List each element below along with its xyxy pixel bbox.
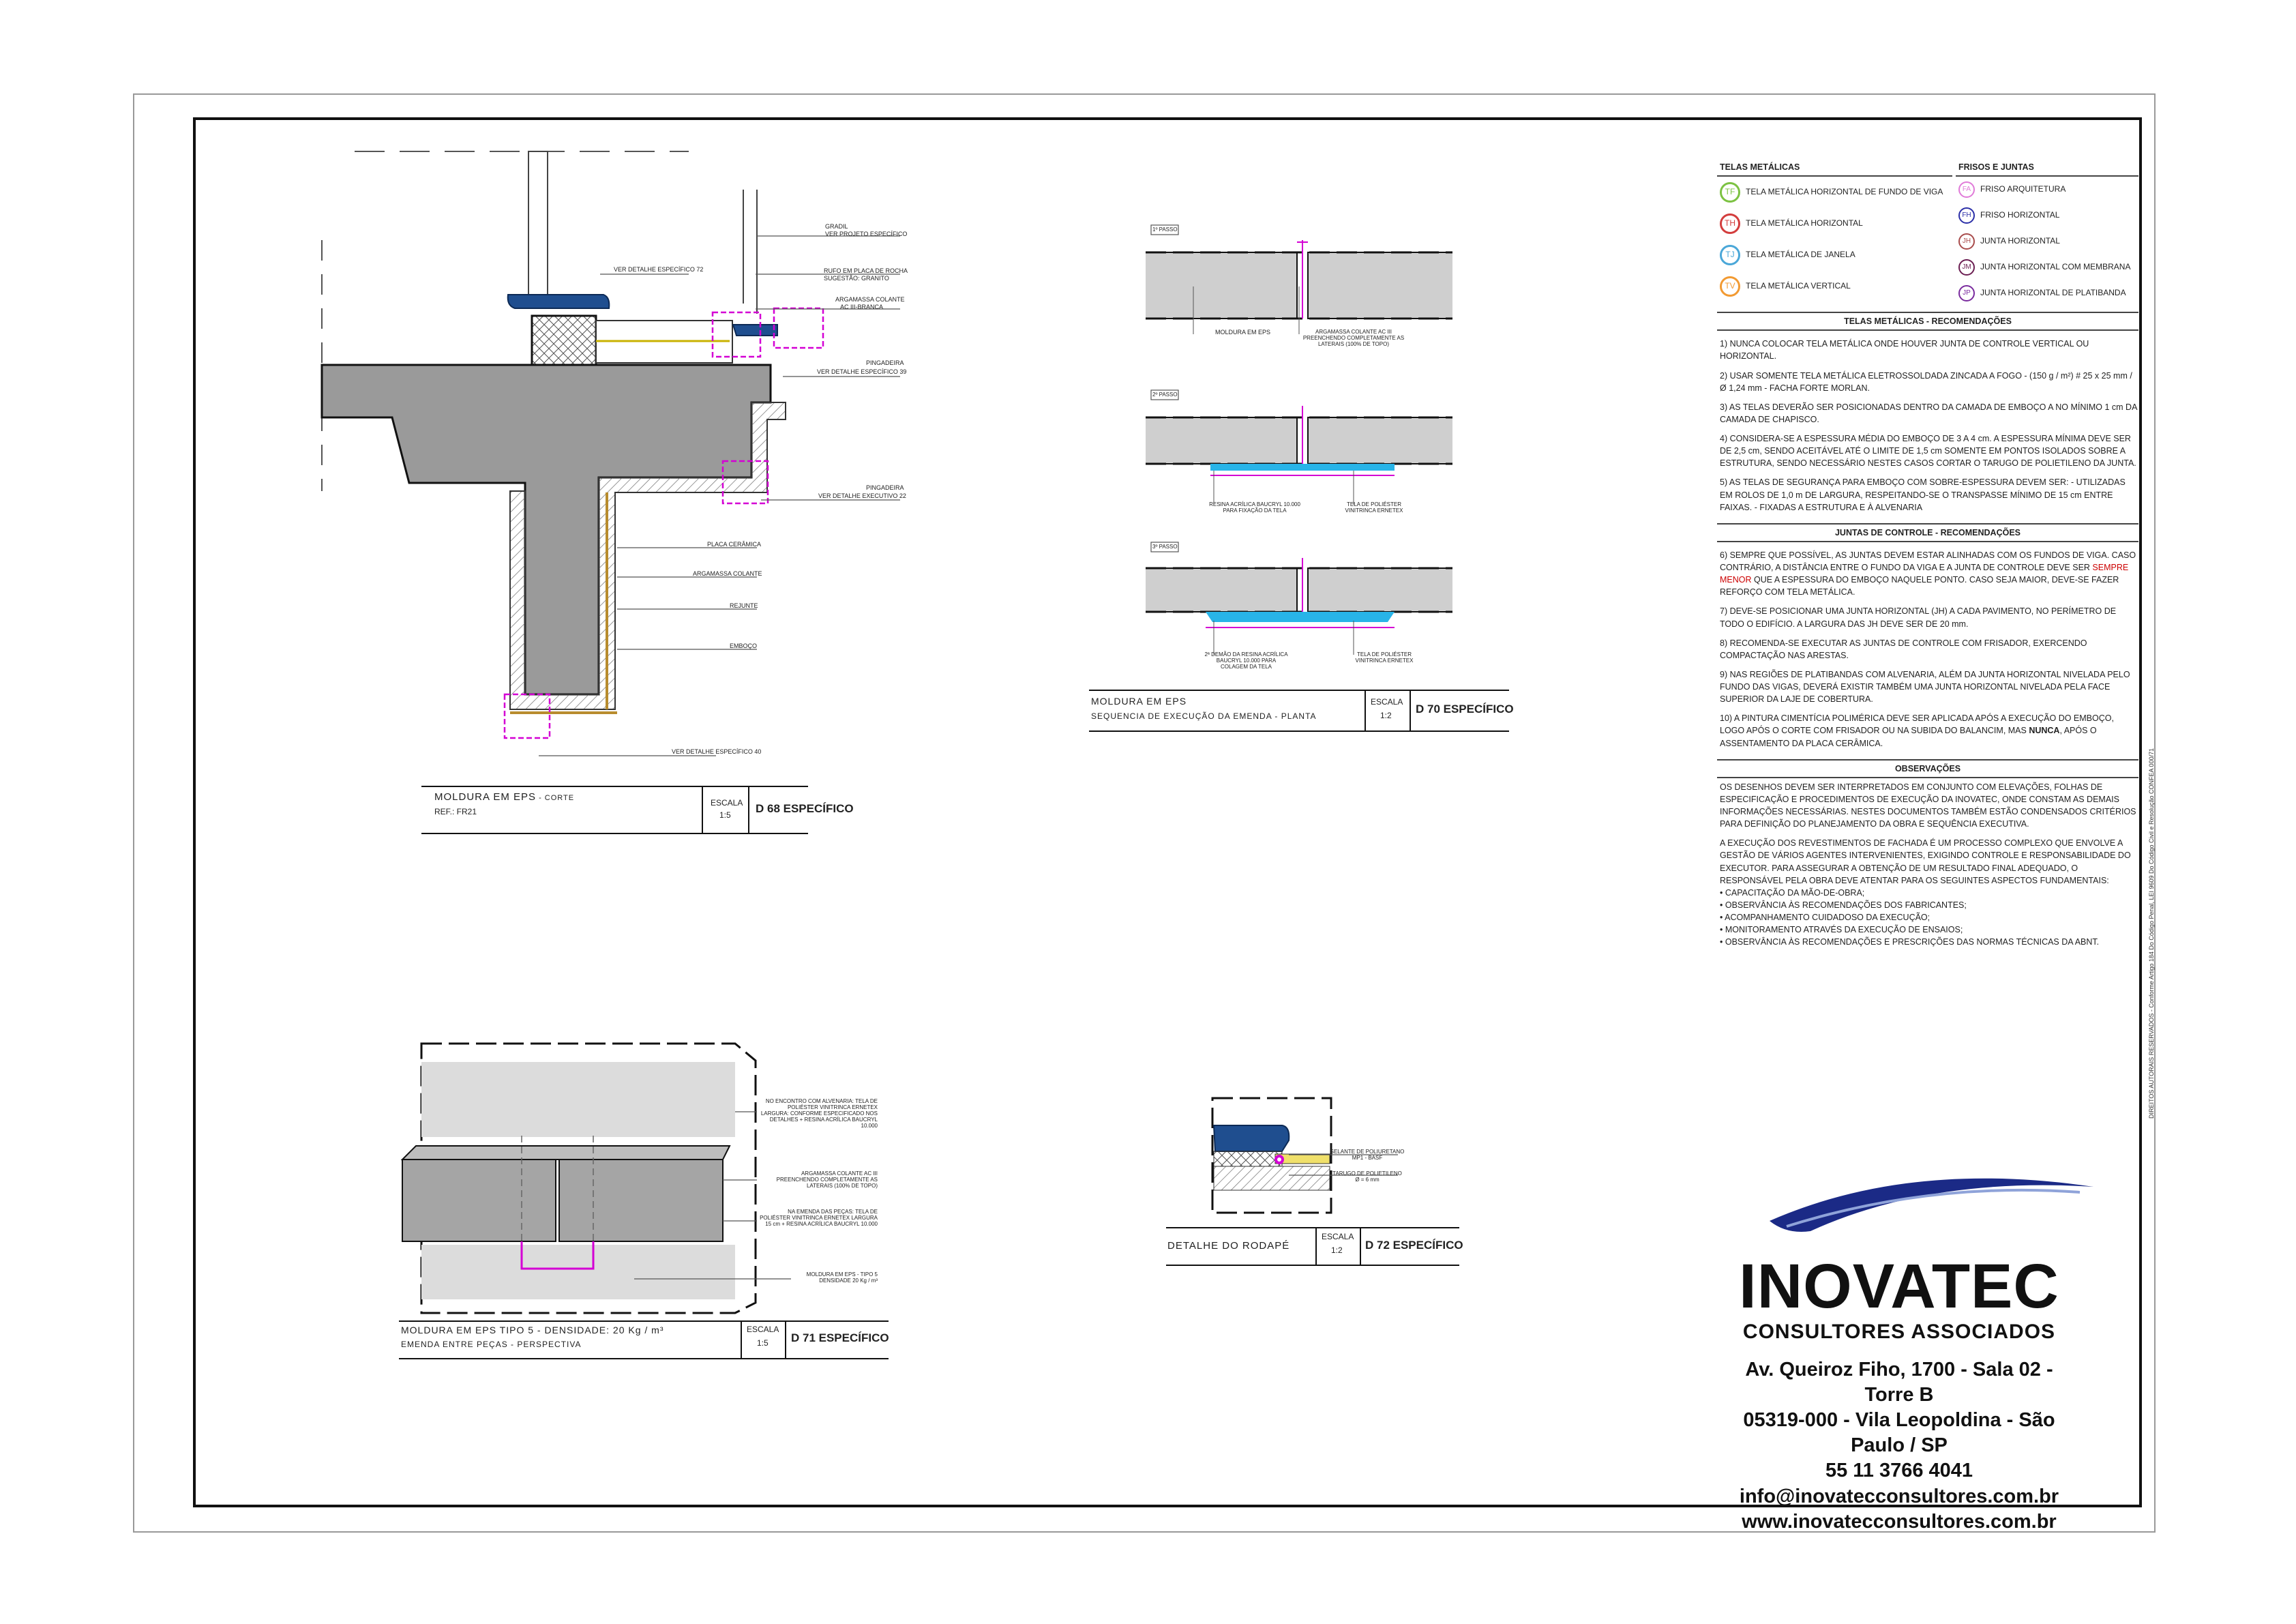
telas-rec-item: 5) AS TELAS DE SEGURANÇA PARA EMBOÇO COM SOBRE-ESPESSURA DEVEM SER: - UTILIZADAS EM ROLOS DE 1,0 m DE LARGURA, RESPEITANDO-SE O TRANSPASSE MÍNIMO DE 15 cm ENTRE FAIXAS. - FIXADAS A ESTRUTURA E À ALVENARIA [1720, 477, 2126, 512]
obs-list-item: • OBSERVÂNCIA ÀS RECOMENDAÇÕES E PRESCRIÇÕES DAS NORMAS TÉCNICAS DA ABNT. [1720, 937, 2100, 947]
d71-label-3: NA EMENDA DAS PEÇAS: TELA DE POLIÉSTER VINITRINCA ERNETEX LARGURA 15 cm + RESINA ACRÍLICA BAUCRYL 10.000 [760, 1209, 878, 1227]
telas-rec-item: 4) CONSIDERA-SE A ESPESSURA MÉDIA DO EMBOÇO DE 3 A 4 cm. A ESPESSURA MÍNIMA DEVE SER DE 2,5 cm, SENDO ACEITÁVEL ATÉ O LIMITE DE 1,5 cm SOMENTE EM PONTOS ISOLADOS SOBRE A ESTRUTURA, SENDO NECESSÁRIO NESTES CASOS CORTAR O TARUGO DE POLIETILENO DA JUNTA. [1720, 434, 2136, 469]
juntas-rec-6-red: SEMPRE MENOR [1720, 563, 2129, 585]
friso-badge-icon: FA [1958, 181, 1975, 198]
label-rufo-2: SUGESTÃO: GRANITO [824, 275, 889, 282]
label-placa: PLACA CERÂMICA [707, 541, 762, 548]
d72-title-text: DETALHE DO RODAPÉ [1167, 1240, 1290, 1252]
d68-subtitle: - CORTE [536, 794, 575, 802]
d71-code: D 71 ESPECÍFICO [791, 1331, 889, 1344]
juntas-rec-10b: , APÓS O ASSENTAMENTO DA PLACA CERÂMICA. [1720, 726, 2097, 748]
d70-label-tela2: TELA DE POLIÉSTER VINITRINCA ERNETEX [1355, 651, 1414, 664]
juntas-rec-item: 8) RECOMENDA-SE EXECUTAR AS JUNTAS DE CONTROLE COM FRISADOR, EXERCENDO COMPACTAÇÃO NAS ARESTAS. [1720, 638, 2087, 660]
d70-step-2: 2º PASSO [1152, 392, 1178, 398]
frisos-legend [1956, 158, 2138, 306]
copyright-vertical: DIREITOS AUTORAIS RESERVADOS - Conforme Artigo 184 Do Código Penal, LEI 9609 Do Código Civil e Resolução CONFEA 000/71 [2148, 748, 2155, 1119]
tela-badge-icon: TF [1720, 182, 1740, 203]
label-argamassa: ARGAMASSA COLANTE [835, 296, 905, 303]
website-link[interactable]: www.inovatecconsultores.com.br [1742, 1510, 2057, 1533]
telas-legend [1717, 158, 1952, 306]
label-ver72: VER DETALHE ESPECÍFICO 72 [614, 266, 704, 273]
d71-label-4: MOLDURA EM EPS - TIPO 5 DENSIDADE 20 Kg / m³ [806, 1271, 878, 1284]
d70-step3 [1146, 558, 1452, 655]
label-rejunte: REJUNTE [730, 602, 758, 609]
company-block [1718, 1173, 2080, 1535]
d70-step1 [1146, 240, 1452, 334]
label-pingadeira: PINGADEIRA [866, 359, 904, 366]
juntas-rec-6a: 6) SEMPRE QUE POSSÍVEL, AS JUNTAS DEVEM ESTAR ALINHADAS COM OS FUNDOS DE VIGA. CASO CONTRÁRIO, A DISTÂNCIA ENTRE O FUNDO DA VIGA E A JUNTA DE CONTROLE DEVE SER [1720, 550, 2136, 572]
juntas-rec-title: JUNTAS DE CONTROLE - RECOMENDAÇÕES [1717, 523, 2138, 542]
label-arg-b: ARGAMASSA COLANTE [693, 570, 762, 577]
d70-step-3: 3º PASSO [1152, 544, 1178, 550]
d70-label-demao: 2ª DEMÃO DA RESINA ACRÍLICA BAUCRYL 10.000 PARA COLAGEM DA TELA [1204, 651, 1288, 670]
label-gradil-2: VER PROJETO ESPECÍFICO [825, 231, 908, 237]
telas-rec-list [1717, 338, 2138, 514]
telas-legend-item [1717, 239, 1952, 271]
frisos-legend-item [1956, 203, 2138, 228]
telas-rec-item: 3) AS TELAS DEVERÃO SER POSICIONADAS DENTRO DA CAMADA DE EMBOÇO A NO MÍNIMO 1 cm DA CAMADA DE CHAPISCO. [1720, 402, 2137, 424]
obs-list-item: • OBSERVÂNCIA ÀS RECOMENDAÇÕES DOS FABRICANTES; [1720, 900, 1967, 910]
telas-legend-label: TELA METÁLICA VERTICAL [1746, 281, 1851, 291]
frisos-legend-title: FRISOS E JUNTAS [1956, 158, 2138, 177]
telas-legend-label: TELA METÁLICA DE JANELA [1746, 250, 1855, 260]
obs-paragraph-2: A EXECUÇÃO DOS REVESTIMENTOS DE FACHADA É UM PROCESSO COMPLEXO QUE ENVOLVE A GESTÃO DE VÁRIOS AGENTES INTERVENIENTES, EXIGINDO CONTROLE E RESPONSABILIDADE DO EXECUTOR. PARA ASSEGURAR A OBTENÇÃO DE UM RESULTADO FINAL ADEQUADO, O RESPONSÁVEL PELA OBRA DEVE ATENTAR PARA OS SEGUINTES ASPECTOS FUNDAMENTAIS: [1720, 838, 2131, 885]
juntas-rec-list [1717, 605, 2138, 705]
friso-badge-icon: FH [1958, 207, 1975, 224]
notes-panel [1717, 158, 2138, 948]
label-ver40: VER DETALHE ESPECÍFICO 40 [672, 748, 762, 755]
friso-badge-icon: JP [1958, 285, 1975, 301]
frisos-legend-item [1956, 254, 2138, 280]
juntas-rec-6 [1720, 549, 2138, 599]
telas-list [1717, 177, 1952, 302]
email-link[interactable]: info@inovatecconsultores.com.br [1739, 1485, 2059, 1507]
d71-subtitle: EMENDA ENTRE PEÇAS - PERSPECTIVA [401, 1340, 582, 1349]
telas-rec-item: 1) NUNCA COLOCAR TELA METÁLICA ONDE HOUVER JUNTA DE CONTROLE VERTICAL OU HORIZONTAL. [1720, 339, 2089, 361]
d71-label-1: NO ENCONTRO COM ALVENARIA: TELA DE POLIÉSTER VINITRINCA ERNETEX LARGURA: CONFORME ESPECIFICADO NOS DETALHES + RESINA ACRÍLICA BAUCRYL 10.000 [760, 1098, 878, 1129]
company-address [1718, 1357, 2080, 1535]
frisos-list [1956, 177, 2138, 306]
d70-scale-label: ESCALA [1371, 697, 1403, 707]
friso-badge-icon: JM [1958, 259, 1975, 276]
d72-scale-label: ESCALA [1322, 1232, 1354, 1241]
obs-paragraph-1: OS DESENHOS DEVEM SER INTERPRETADOS EM CONJUNTO COM ELEVAÇÕES, FOLHAS DE ESPECIFICAÇÃO E PROCEDIMENTOS DE EXECUÇÃO DA INOVATEC, ONDE CONSTAM AS DEMAIS INFORMAÇÕES NECESSÁRIAS. NESTES DOCUMENTOS TAMBÉM ESTÃO CONDENSADOS CRITÉRIOS PARA DEFINIÇÃO DO PLANEJAMENTO DA OBRA E SEQUÊNCIA EXECUTIVA. [1720, 782, 2136, 829]
company-logo-name: INOVATEC [1739, 1252, 2059, 1321]
telas-legend-label: TELA METÁLICA HORIZONTAL [1746, 218, 1863, 228]
tela-badge-icon: TJ [1720, 245, 1740, 265]
phone: 55 11 3766 4041 [1825, 1460, 1973, 1482]
frisos-legend-label: JUNTA HORIZONTAL [1980, 236, 2060, 246]
d70-label-tela: TELA DE POLIÉSTER VINITRINCA ERNETEX [1345, 501, 1403, 514]
frisos-legend-item [1956, 177, 2138, 203]
juntas-rec-10-bold: NUNCA [2029, 726, 2060, 736]
d72-label-tarugo: TARUGO DE POLIETILENO Ø = 6 mm [1332, 1170, 1402, 1183]
tela-badge-icon: TV [1720, 276, 1740, 297]
label-pingadeira-b: PINGADEIRA [866, 484, 904, 491]
label-rufo: RUFO EM PLACA DE ROCHA [824, 267, 908, 274]
d71-label-2: ARGAMASSA COLANTE AC III PREENCHENDO COMPLETAMENTE AS LATERAIS (100% DE TOPO) [776, 1170, 878, 1189]
company-logo-subtitle: CONSULTORES ASSOCIADOS [1742, 1320, 2056, 1343]
d68-scale-label: ESCALA [711, 798, 743, 808]
d70-label-resina: RESINA ACRÍLICA BAUCRYL 10.000 PARA FIXAÇÃO DA TELA [1209, 501, 1300, 514]
telas-rec-item: 2) USAR SOMENTE TELA METÁLICA ELETROSSOLDADA ZINCADA A FOGO - (150 g / m²) # 25 x 25 mm / Ø 1,24 mm - FACHA FORTE MORLAN. [1720, 370, 2132, 393]
label-pingadeira-b2: VER DETALHE EXECUTIVO 22 [818, 492, 906, 499]
juntas-rec-item: 9) NAS REGIÕES DE PLATIBANDAS COM ALVENARIA, ALÉM DA JUNTA HORIZONTAL NIVELADA PELO FUNDO DAS VIGAS, DEVERÁ EXISTIR TAMBÉM UMA JUNTA HORIZONTAL NIVELADA PELA FACE SUPERIOR DA LAJE DE COBERTURA. [1720, 669, 2130, 705]
telas-rec-title: TELAS METÁLICAS - RECOMENDAÇÕES [1717, 312, 2138, 331]
d70-code: D 70 ESPECÍFICO [1416, 703, 1514, 715]
frisos-legend-label: JUNTA HORIZONTAL DE PLATIBANDA [1980, 288, 2126, 298]
d68-drawing [322, 151, 900, 756]
friso-badge-icon: JH [1958, 233, 1975, 250]
d71-scale: 1:5 [757, 1338, 769, 1348]
frisos-legend-label: FRISO HORIZONTAL [1980, 210, 2060, 220]
obs-list-item: • MONITORAMENTO ATRAVÉS DA EXECUÇÃO DE ENSAIOS; [1720, 925, 1963, 935]
telas-legend-item [1717, 177, 1952, 208]
telas-legend-item [1717, 271, 1952, 302]
frisos-legend-label: FRISO ARQUITETURA [1980, 184, 2066, 194]
d72-label-selante: SELANTE DE POLIURETANO MP1 - BASF [1330, 1149, 1405, 1161]
address-line-2: 05319-000 - Vila Leopoldina - São Paulo / SP [1743, 1409, 2055, 1457]
d70-drawing [1146, 225, 1452, 655]
d70-label-moldura: MOLDURA EM EPS [1215, 329, 1271, 336]
d68-code: D 68 ESPECÍFICO [756, 802, 854, 815]
address-line-1: Av. Queiroz Fiho, 1700 - Sala 02 - Torre B [1745, 1359, 2053, 1406]
d68-scale: 1:5 [719, 810, 731, 820]
d70-step2 [1146, 406, 1452, 505]
label-pingadeira-2: VER DETALHE ESPECÍFICO 39 [817, 368, 907, 375]
d72-code: D 72 ESPECÍFICO [1365, 1239, 1463, 1252]
telas-legend-title: TELAS METÁLICAS [1717, 158, 1952, 177]
telas-legend-item [1717, 208, 1952, 239]
juntas-rec-item: 7) DEVE-SE POSICIONAR UMA JUNTA HORIZONTAL (JH) A CADA PAVIMENTO, NO PERÍMETRO DE TODO O EDIFÍCIO. A LARGURA DAS JH DEVE SER DE 20 mm. [1720, 606, 2117, 629]
obs-list [1720, 887, 2138, 949]
obs-list-item: • CAPACITAÇÃO DA MÃO-DE-OBRA; [1720, 887, 1865, 898]
frisos-legend-label: JUNTA HORIZONTAL COM MEMBRANA [1980, 262, 2131, 272]
label-argamassa-2: AC III-BRANCA [840, 304, 884, 310]
d68-title-text: MOLDURA EM EPS [434, 791, 537, 803]
frisos-legend-item [1956, 228, 2138, 254]
d72-scale: 1:2 [1331, 1245, 1343, 1255]
obs-list-item: • ACOMPANHAMENTO CUIDADOSO DA EXECUÇÃO; [1720, 913, 1930, 922]
frisos-legend-item [1956, 280, 2138, 306]
d71-drawing [402, 1044, 791, 1313]
label-gradil: GRADIL [825, 223, 848, 230]
tela-badge-icon: TH [1720, 213, 1740, 234]
d70-scale: 1:2 [1380, 711, 1392, 720]
d68-ref: REF.: FR21 [434, 807, 477, 816]
juntas-rec-10 [1720, 712, 2138, 749]
d71-title-text: MOLDURA EM EPS TIPO 5 - DENSIDADE: 20 Kg / m³ [401, 1325, 664, 1335]
obs-title: OBSERVAÇÕES [1717, 759, 2138, 778]
d70-title-text: MOLDURA EM EPS [1091, 696, 1187, 707]
legend-section [1717, 158, 2138, 306]
juntas-rec-6b: QUE A ESPESSURA DO EMBOÇO NAQUELE PONTO. CASO SEJA MAIOR, DEVE-SE FAZER REFORÇO COM TELA METÁLICA. [1720, 575, 2119, 597]
d71-scale-label: ESCALA [747, 1325, 779, 1334]
label-emboco: EMBOÇO [730, 643, 758, 649]
d70-subtitle: SEQUENCIA DE EXECUÇÃO DA EMENDA - PLANTA [1091, 711, 1317, 721]
d70-label-arg: ARGAMASSA COLANTE AC III PREENCHENDO COMPLETAMENTE AS LATERAIS (100% DE TOPO) [1302, 329, 1405, 347]
juntas-rec-10a: 10) A PINTURA CIMENTÍCIA POLIMÉRICA DEVE SER APLICADA APÓS A EXECUÇÃO DO EMBOÇO, LOGO APÓS O CORTE COM FRISADOR OU NA SUBIDA DO BALANCIM, MAS [1720, 713, 2114, 736]
telas-legend-label: TELA METÁLICA HORIZONTAL DE FUNDO DE VIGA [1746, 187, 1943, 197]
d70-step-1: 1º PASSO [1152, 226, 1178, 233]
